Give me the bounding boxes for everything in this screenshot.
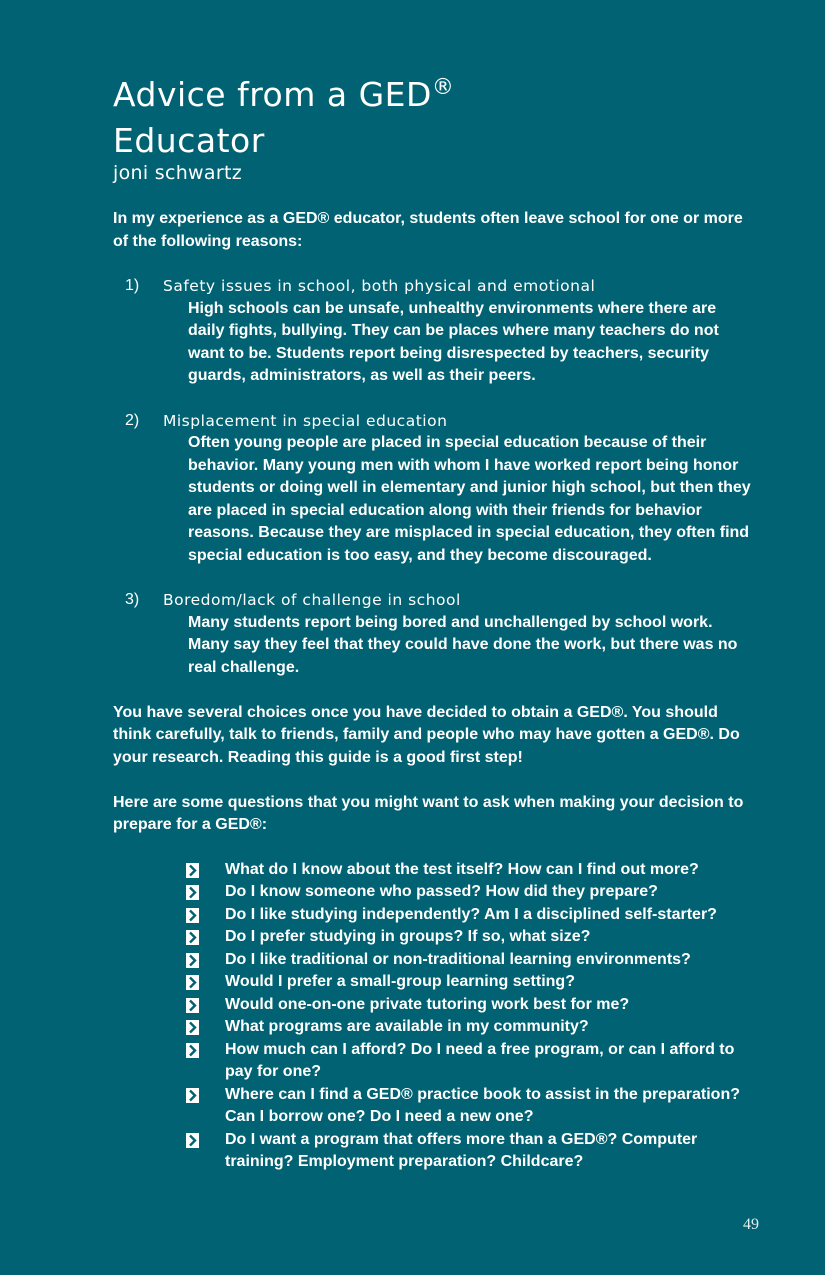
chevron-right-icon — [186, 1043, 199, 1058]
list-item — [113, 1129, 755, 1174]
chevron-right-icon — [186, 863, 199, 878]
list-item — [113, 926, 755, 949]
page-title — [113, 72, 753, 164]
reason-number: 2) — [125, 411, 140, 429]
question-text: Do I like studying independently? Am I a disciplined self-starter? — [225, 905, 717, 923]
author-name: joni schwartz — [113, 162, 242, 184]
list-item — [113, 1016, 755, 1039]
questions-intro: Here are some questions that you might want to ask when making your decision to prepare for a GED®: — [113, 793, 744, 833]
registered-mark: ® — [431, 75, 455, 100]
questions-list — [113, 859, 753, 1174]
question-text: What do I know about the test itself? How can I find out more? — [225, 860, 699, 878]
list-item — [113, 1039, 755, 1084]
question-text: Would I prefer a small-group learning setting? — [225, 973, 575, 990]
title-line-2: Educator — [113, 121, 265, 160]
page-content — [113, 72, 753, 1174]
list-item — [113, 881, 755, 904]
list-item — [113, 1084, 755, 1129]
chevron-right-icon — [186, 975, 199, 990]
title-line-1: Advice from a GED — [113, 75, 432, 114]
reason-body: Many students report being bored and unchallenged by school work. Many say they feel that they could have done the work, but there was no real challenge. — [188, 613, 738, 676]
list-item — [113, 904, 755, 927]
list-item — [113, 971, 755, 994]
list-item — [113, 949, 755, 972]
question-text: What programs are available in my community? — [225, 1018, 589, 1035]
question-text: Where can I find a GED® practice book to assist in the preparation? Can I borrow one? Do I need a new one? — [225, 1085, 740, 1125]
reason-item — [113, 410, 753, 568]
reason-number: 3) — [125, 591, 140, 608]
chevron-right-icon — [186, 953, 199, 968]
reason-item — [113, 589, 753, 679]
chevron-right-icon — [186, 998, 199, 1013]
chevron-right-icon — [186, 1133, 199, 1148]
reason-body: High schools can be unsafe, unhealthy environments where there are daily fights, bullying. They can be places where many teachers do not want to be. Students report being disrespected by teachers, security guards, administrators, as well as their peers. — [188, 299, 719, 384]
reason-item — [113, 275, 753, 388]
choices-paragraph: You have several choices once you have decided to obtain a GED®. You should think carefully, talk to friends, family and people who may have gotten a GED®. Do your research. Reading this guide is a good first step! — [113, 703, 740, 766]
intro-paragraph: In my experience as a GED® educator, students often leave school for one or more of the following reasons: — [113, 210, 743, 250]
reason-number: 1) — [125, 277, 140, 294]
chevron-right-icon — [186, 1088, 199, 1103]
question-text: Do I like traditional or non-traditional learning environments? — [225, 950, 691, 968]
chevron-right-icon — [186, 930, 199, 945]
chevron-right-icon — [186, 1020, 199, 1035]
chevron-right-icon — [186, 885, 199, 900]
reason-heading: Misplacement in special education — [163, 411, 448, 430]
question-text: Would one-on-one private tutoring work best for me? — [225, 995, 630, 1013]
question-text: How much can I afford? Do I need a free program, or can I afford to pay for one? — [225, 1040, 735, 1080]
list-item — [113, 859, 755, 882]
chevron-right-icon — [186, 908, 199, 923]
reason-body: Often young people are placed in special education because of their behavior. Many young men with whom I have worked report being honor students or doing well in elementary and junior high school, but then they are placed in special education along with their friends for behavior reasons. Because they are misplaced in special education, they often find special education is too easy, and they become discouraged. — [188, 434, 751, 564]
page-number: 49 — [743, 1216, 759, 1233]
reason-heading: Boredom/lack of challenge in school — [163, 591, 461, 609]
reason-heading: Safety issues in school, both physical and emotional — [163, 277, 596, 295]
question-text: Do I want a program that offers more than a GED®? Computer training? Employment preparation? Childcare? — [225, 1130, 698, 1170]
question-text: Do I know someone who passed? How did they prepare? — [225, 883, 658, 900]
question-text: Do I prefer studying in groups? If so, what size? — [225, 928, 591, 945]
list-item — [113, 994, 755, 1017]
